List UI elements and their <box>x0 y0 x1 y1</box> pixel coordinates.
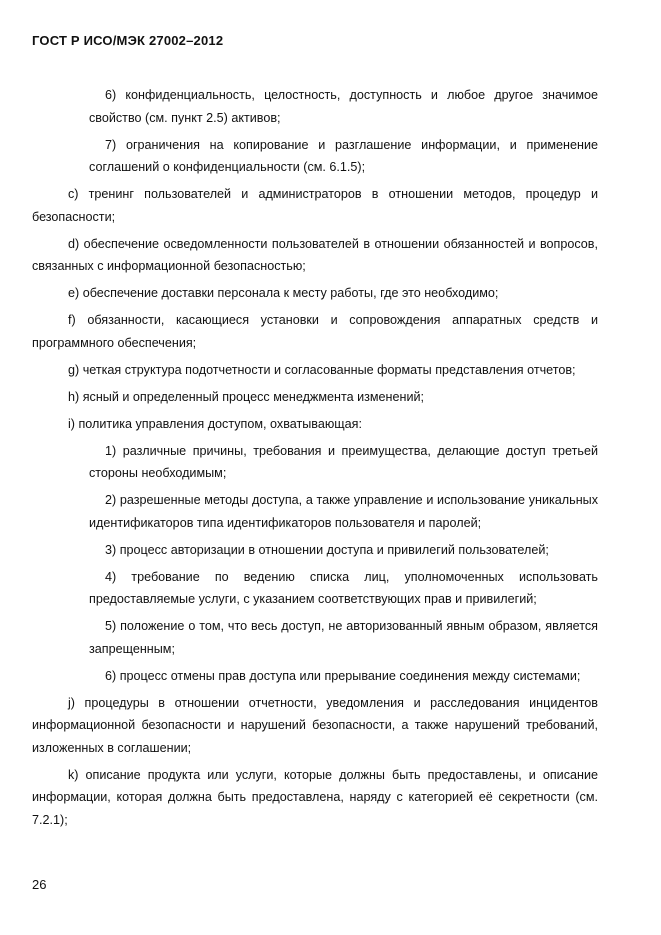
page-number: 26 <box>32 877 47 892</box>
list-item-i2-access-methods: 2) разрешенные методы доступа, а также управление и использование уникальных идентификаторов типа идентификаторов пользователя и паролей; <box>89 493 598 530</box>
list-item-d-awareness: d) обеспечение осведомленности пользователей в отношении обязанностей и вопросов, связанных с информационной безопасностью; <box>32 236 598 273</box>
list-item-c-training: c) тренинг пользователей и администраторов в отношении методов, процедур и безопасности; <box>32 187 598 224</box>
list-item-f-hardware-software: f) обязанности, касающиеся установки и сопровождения аппаратных средств и программного обеспечения; <box>32 313 598 350</box>
list-item-k-product-description: k) описание продукта или услуги, которые должны быть предоставлены, и описание информации, которая должна быть предоставлена, наряду с категорией её секретности (см. 7.2.1); <box>32 767 598 827</box>
list-item-i3-authorization: 3) процесс авторизации в отношении доступа и привилегий пользователей; <box>105 542 549 557</box>
list-item-g-reporting-structure: g) четкая структура подотчетности и согласованные форматы представления отчетов; <box>68 362 576 377</box>
list-item-j-incident-procedures: j) процедуры в отношении отчетности, уведомления и расследования инцидентов информационной безопасности и нарушений безопасности, а также нарушений требований, изложенных в соглашении; <box>32 695 598 755</box>
list-item-e-personnel-transfer: e) обеспечение доставки персонала к месту работы, где это необходимо; <box>68 286 499 300</box>
document-body <box>32 84 598 836</box>
list-item-i5-prohibition: 5) положение о том, что весь доступ, не авторизованный явным образом, является запрещенным; <box>89 619 598 656</box>
list-item-6-properties: 6) конфиденциальность, целостность, доступность и любое другое значимое свойство (см. пункт 2.5) активов; <box>89 88 598 125</box>
list-item-i6-revocation: 6) процесс отмены прав доступа или прерывание соединения между системами; <box>105 668 581 683</box>
list-item-i-access-control: i) политика управления доступом, охватывающая: <box>68 416 362 431</box>
list-item-i4-authorized-list: 4) требование по ведению списка лиц, уполномоченных использовать предоставляемые услуги, с указанием соответствующих прав и привилегий; <box>89 569 598 606</box>
document-header: ГОСТ Р ИСО/МЭК 27002–2012 <box>32 33 224 48</box>
list-item-h-change-management: h) ясный и определенный процесс менеджмента изменений; <box>68 389 425 404</box>
list-item-7-copy-restrictions: 7) ограничения на копирование и разглашение информации, и применение соглашений о конфиденциальности (см. 6.1.5); <box>89 137 598 174</box>
list-item-i1-reasons: 1) различные причины, требования и преимущества, делающие доступ третьей стороны необходимым; <box>89 443 598 480</box>
